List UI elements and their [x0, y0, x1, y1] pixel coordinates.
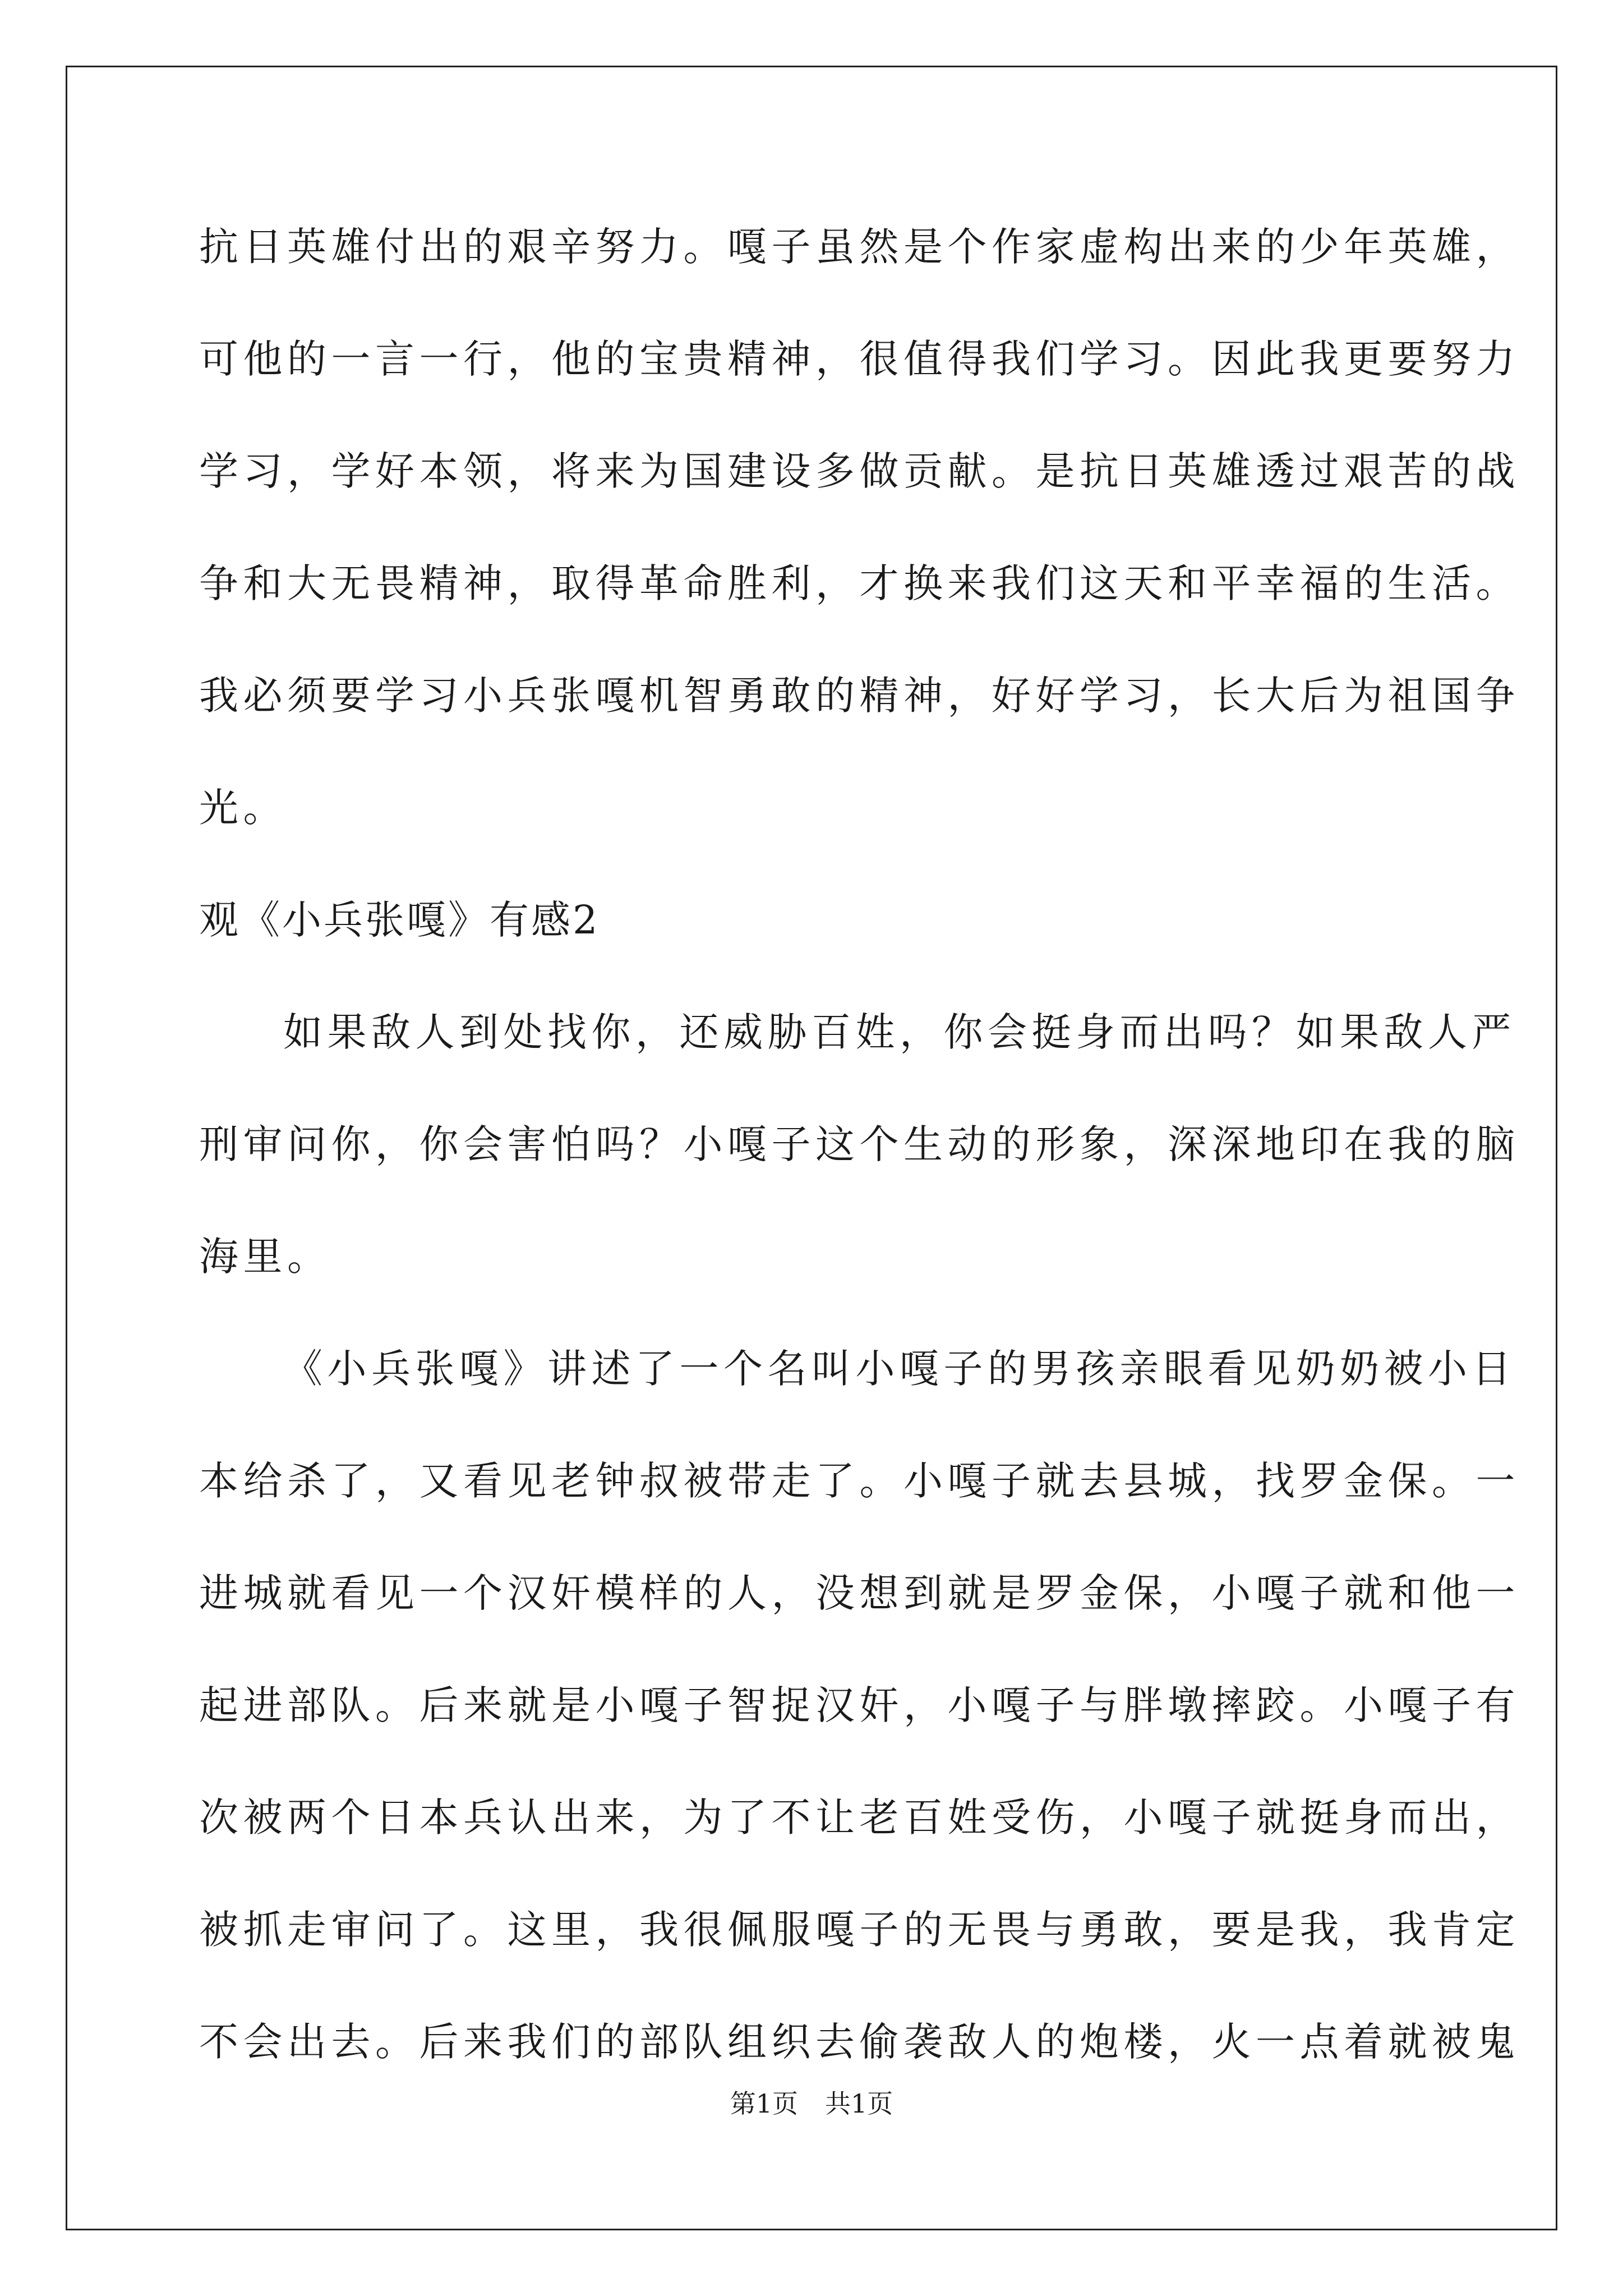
text-line: 被抓走审问了。这里，我很佩服嘎子的无畏与勇敢，要是我，我肯定 [199, 1907, 1520, 1953]
text-line: 抗日英雄付出的艰辛努力。嘎子虽然是个作家虚构出来的少年英雄， [199, 224, 1520, 270]
text-line: 争和大无畏精神，取得革命胜利，才换来我们这天和平幸福的生活。 [199, 560, 1520, 606]
text-line: 次被两个日本兵认出来，为了不让老百姓受伤，小嘎子就挺身而出， [199, 1795, 1520, 1841]
paragraph-first-line: 如果敌人到处找你，还威胁百姓，你会挺身而出吗？如果敌人严 [283, 1009, 1516, 1055]
page-total: 共1页 [825, 2088, 893, 2119]
page-footer [0, 2087, 1623, 2120]
text-line: 进城就看见一个汉奸模样的人，没想到就是罗金保，小嘎子就和他一 [199, 1570, 1520, 1616]
document-body [199, 191, 1520, 2098]
section-heading: 观《小兵张嘎》有感2 [199, 897, 600, 943]
page-number: 第1页 [730, 2088, 798, 2119]
text-line: 我必须要学习小兵张嘎机智勇敢的精神，好好学习，长大后为祖国争 [199, 673, 1520, 719]
text-line: 不会出去。后来我们的部队组织去偷袭敌人的炮楼，火一点着就被鬼 [199, 2019, 1520, 2065]
text-line: 可他的一言一行，他的宝贵精神，很值得我们学习。因此我更要努力 [199, 336, 1520, 382]
text-line: 起进部队。后来就是小嘎子智捉汉奸，小嘎子与胖墩摔跤。小嘎子有 [199, 1682, 1520, 1728]
text-line: 刑审问你，你会害怕吗？小嘎子这个生动的形象，深深地印在我的脑 [199, 1121, 1520, 1167]
text-line: 海里。 [199, 1234, 331, 1280]
text-line: 学习，学好本领，将来为国建设多做贡献。是抗日英雄透过艰苦的战 [199, 448, 1520, 494]
text-line: 光。 [199, 785, 287, 831]
text-line: 本给杀了，又看见老钟叔被带走了。小嘎子就去县城，找罗金保。一 [199, 1458, 1520, 1504]
paragraph-first-line: 《小兵张嘎》讲述了一个名叫小嘎子的男孩亲眼看见奶奶被小日 [283, 1346, 1516, 1392]
